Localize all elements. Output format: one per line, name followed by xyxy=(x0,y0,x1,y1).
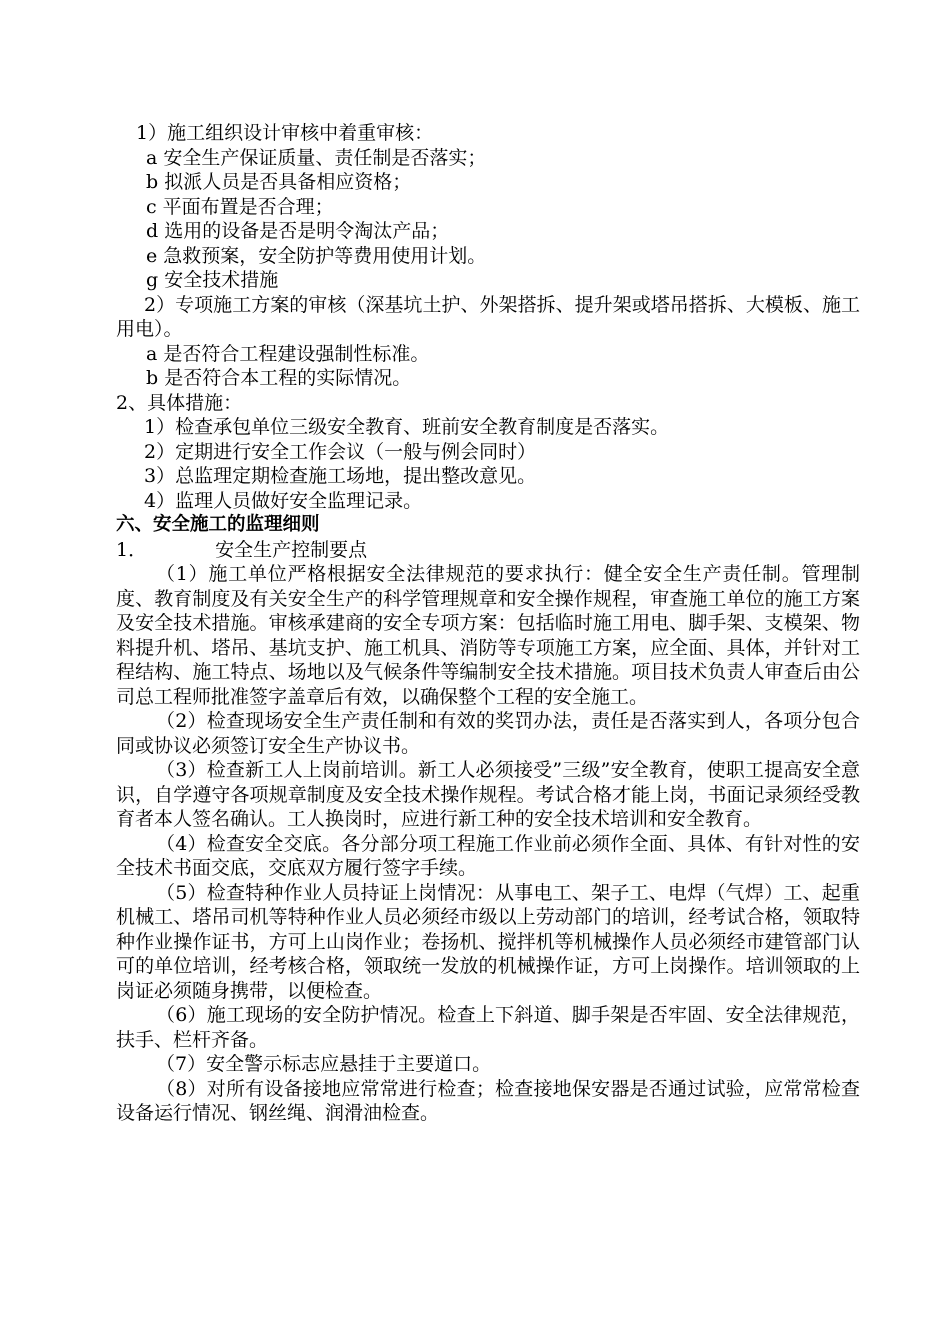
audit-item: a 安全生产保证质量、责任制是否落实； xyxy=(146,146,487,169)
body-paragraph: （2）检查现场安全生产责任制和有效的奖罚办法，责任是否落实到人，各项分包合同或协议必须签订安全生产协议书。 xyxy=(116,710,860,757)
measures-heading: 2、具体措施： xyxy=(116,391,243,414)
special-item: a 是否符合工程建设强制性标准。 xyxy=(146,342,430,365)
special-review: 2）专项施工方案的审核（深基坑土护、外架搭拆、提升架或塔吊搭拆、大模板、施工用电）。 xyxy=(116,293,860,340)
body-paragraph: （8）对所有设备接地应常常进行检查；检查接地保安器是否通过试验，应常常检查设备运行情况、钢丝绳、润滑油检查。 xyxy=(116,1077,860,1124)
special-item: b 是否符合本工程的实际情况。 xyxy=(146,367,412,389)
measure-item: 3）总监理定期检查施工场地，提出整改意见。 xyxy=(144,465,537,487)
audit-item: c 平面布置是否合理； xyxy=(146,195,334,218)
audit-item: g 安全技术措施 xyxy=(146,269,279,291)
audit-item: b 拟派人员是否具备相应资格； xyxy=(146,171,412,193)
subsection-title-row xyxy=(116,538,890,563)
subsection-title: 安全生产控制要点 xyxy=(215,538,368,561)
section-title: 六、安全施工的监理细则 xyxy=(116,514,320,535)
audit-heading: 1）施工组织设计审核中着重审核： xyxy=(136,122,434,144)
measure-item: 1）检查承包单位三级安全教育、班前安全教育制度是否落实。 xyxy=(144,416,670,438)
subsection-number: 1． xyxy=(116,538,148,561)
body-paragraph: （4）检查安全交底。各分部分项工程施工作业前必须作全面、具体、有针对性的安全技术书面交底，交底双方履行签字手续。 xyxy=(116,832,860,879)
body-paragraph: （3）检查新工人上岗前培训。新工人必须接受”三级”安全教育，使职工提高安全意识，自学遵守各项规章制度及安全技术操作规程。考试合格才能上岗，书面记录须经受教育者本人签名确认。工人换岗时，应进行新工种的安全技术培训和安全教育。 xyxy=(116,759,860,830)
audit-item: e 急救预案，安全防护等费用使用计划。 xyxy=(146,244,487,267)
audit-item: d 选用的设备是否是明令淘汰产品； xyxy=(146,220,450,242)
body-paragraph: （6）施工现场的安全防护情况。检查上下斜道、脚手架是否牢固、安全法律规范，扶手、栏杆齐备。 xyxy=(116,1004,860,1051)
measure-item: 4）监理人员做好安全监理记录。 xyxy=(144,489,423,512)
body-paragraph: （5）检查特种作业人员持证上岗情况：从事电工、架子工、电焊（气焊）工、起重机械工、塔吊司机等特种作业人员必须经市级以上劳动部门的培训，经考试合格，领取特种作业操作证书，方可上山岗作业；卷扬机、搅拌机等机械操作人员必须经市建管部门认可的单位培训，经考核合格，领取统一发放的机械操作证，方可上岗操作。培训领取的上岗证必须随身携带，以便检查。 xyxy=(116,881,860,1002)
measure-item: 2）定期进行安全工作会议（一般与例会同时） xyxy=(144,440,537,463)
body-paragraph: （1）施工单位严格根据安全法律规范的要求执行：健全安全生产责任制。管理制度、教育制度及有关安全生产的科学管理规章和安全操作规程，审查施工单位的施工方案及安全技术措施。审核承建商的安全专项方案：包括临时施工用电、脚手架、支模架、物料提升机、塔吊、基坑支护、施工机具、消防等专项施工方案，应全面、具体，并针对工程结构、施工特点、场地以及气候条件等编制安全技术措施。项目技术负责人审查后由公司总工程师批准签字盖章后有效，以确保整个工程的安全施工。 xyxy=(116,563,860,708)
body-paragraph: （7）安全警示标志应悬挂于主要道口。 xyxy=(156,1053,492,1075)
